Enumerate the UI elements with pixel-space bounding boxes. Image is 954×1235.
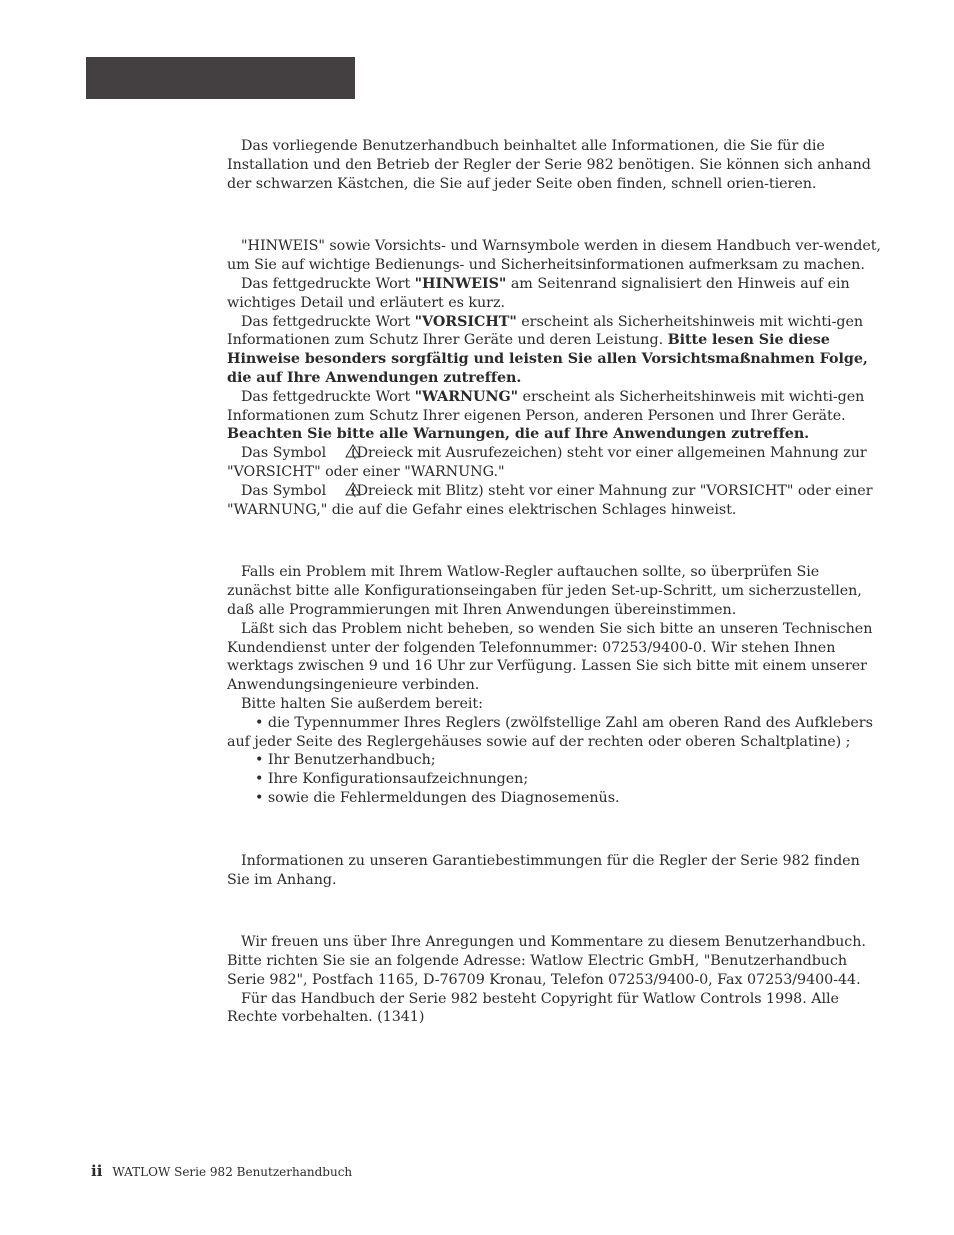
warning-triangle-lightning-icon — [331, 482, 347, 496]
list-item: • die Typennummer Ihres Reglers (zwölfstellige Zahl am oberen Rand des Aufklebers auf jeder Seite des Reglergehäuses sowie auf der rechten oder oberen Schaltplatine) ; — [227, 714, 873, 750]
vorsicht-emphasis: Bitte lesen Sie diese Hinweise besonders sorgfältig und leisten Sie allen Vorsichtsmaßnahmen Folge, die auf Ihre Anwendungen zutreffen. — [227, 332, 868, 386]
symbol-caution-paragraph: Das Symbol (Dreieck mit Ausrufezeichen) steht vor einer allgemeinen Mahnung zur "VORSICHT" oder einer "WARNUNG." — [227, 445, 867, 480]
page-number: ii — [91, 1162, 103, 1180]
vorsicht-keyword: "VORSICHT" — [414, 313, 517, 330]
page-footer — [91, 1162, 352, 1180]
warranty-paragraph: Informationen zu unseren Garantiebestimmungen für die Regler der Serie 982 finden Sie im Anhang. — [227, 852, 860, 888]
warnung-keyword: "WARNUNG" — [414, 388, 519, 405]
section-header-bar — [86, 57, 355, 99]
hinweis-keyword: "HINWEIS" — [414, 275, 507, 292]
list-item: • Ihr Benutzerhandbuch; — [255, 752, 436, 769]
vorsicht-paragraph: Das fettgedruckte Wort "VORSICHT" erscheint als Sicherheitshinweis mit wichti-gen Informationen zum Schutz Ihrer Geräte und deren Leistung. Bitte lesen Sie diese Hinweise besonders sorgfältig und leisten Sie allen Vorsichtsmaßnahmen Folge, die auf Ihre Anwendungen zutreffen. — [227, 313, 868, 386]
warning-triangle-exclamation-icon — [331, 444, 347, 458]
list-item: • sowie die Fehlermeldungen des Diagnosemenüs. — [255, 789, 620, 806]
hinweis-paragraph: Das fettgedruckte Wort "HINWEIS" am Seitenrand signalisiert den Hinweis auf ein wichtiges Detail und erläutert es kurz. — [227, 275, 850, 311]
warnung-emphasis: Beachten Sie bitte alle Warnungen, die auf Ihre Anwendungen zutreffen. — [227, 426, 810, 443]
list-item: • Ihre Konfigurationsaufzeichnungen; — [255, 771, 529, 788]
support-paragraph-1: Falls ein Problem mit Ihrem Watlow-Regler auftauchen sollte, so überprüfen Sie zunächst bitte alle Konfigurationseingaben für jeden Set-up-Schritt, um sicherzustellen, daß alle Programmierungen mit Ihren Anwendungen übereinstimmen. — [227, 564, 862, 618]
page-content — [227, 137, 882, 1027]
warnung-paragraph: Das fettgedruckte Wort "WARNUNG" erscheint als Sicherheitshinweis mit wichti-gen Informationen zum Schutz Ihrer eigenen Person, anderen Personen und Ihrer Geräte. Beachten Sie bitte alle Warnungen, die auf Ihre Anwendungen zutreffen. — [227, 388, 865, 443]
intro-paragraph: Das vorliegende Benutzerhandbuch beinhaltet alle Informationen, die Sie für die Installation und den Betrieb der Regler der Serie 982 benötigen. Sie können sich anhand der schwarzen Kästchen, die Sie auf jeder Seite oben finden, schnell orien-tieren. — [227, 138, 871, 192]
symbol-shock-paragraph: Das Symbol (Dreieck mit Blitz) steht vor einer Mahnung zur "VORSICHT" oder einer "WARNUNG," die auf die Gefahr eines elektrischen Schlages hinweist. — [227, 482, 873, 518]
support-paragraph-3: Bitte halten Sie außerdem bereit: — [241, 695, 483, 712]
notes-intro-paragraph: "HINWEIS" sowie Vorsichts- und Warnsymbole werden in diesem Handbuch ver-wendet, um Sie auf wichtige Bedienungs- und Sicherheitsinformationen aufmerksam zu machen. — [227, 238, 881, 274]
feedback-paragraph-2: Für das Handbuch der Serie 982 besteht Copyright für Watlow Controls 1998. Alle Rechte vorbehalten. (1341) — [227, 990, 839, 1026]
footer-title: WATLOW Serie 982 Benutzerhandbuch — [112, 1165, 353, 1179]
feedback-paragraph-1: Wir freuen uns über Ihre Anregungen und Kommentare zu diesem Benutzerhandbuch. Bitte richten Sie sie an folgende Adresse: Watlow Electric GmbH, "Benutzerhandbuch Serie 982", Postfach 1165, D-76709 Kronau, Telefon 07253/9400-0, Fax 07253/9400-44. — [227, 934, 866, 988]
support-paragraph-2: Läßt sich das Problem nicht beheben, so wenden Sie sich bitte an unseren Technischen Kundendienst unter der folgenden Telefonnummer: 07253/9400-0. Wir stehen Ihnen werktags zwischen 9 und 16 Uhr zur Verfügung. Lassen Sie sich bitte mit einem unserer Anwendungsingenieure verbinden. — [227, 620, 873, 694]
